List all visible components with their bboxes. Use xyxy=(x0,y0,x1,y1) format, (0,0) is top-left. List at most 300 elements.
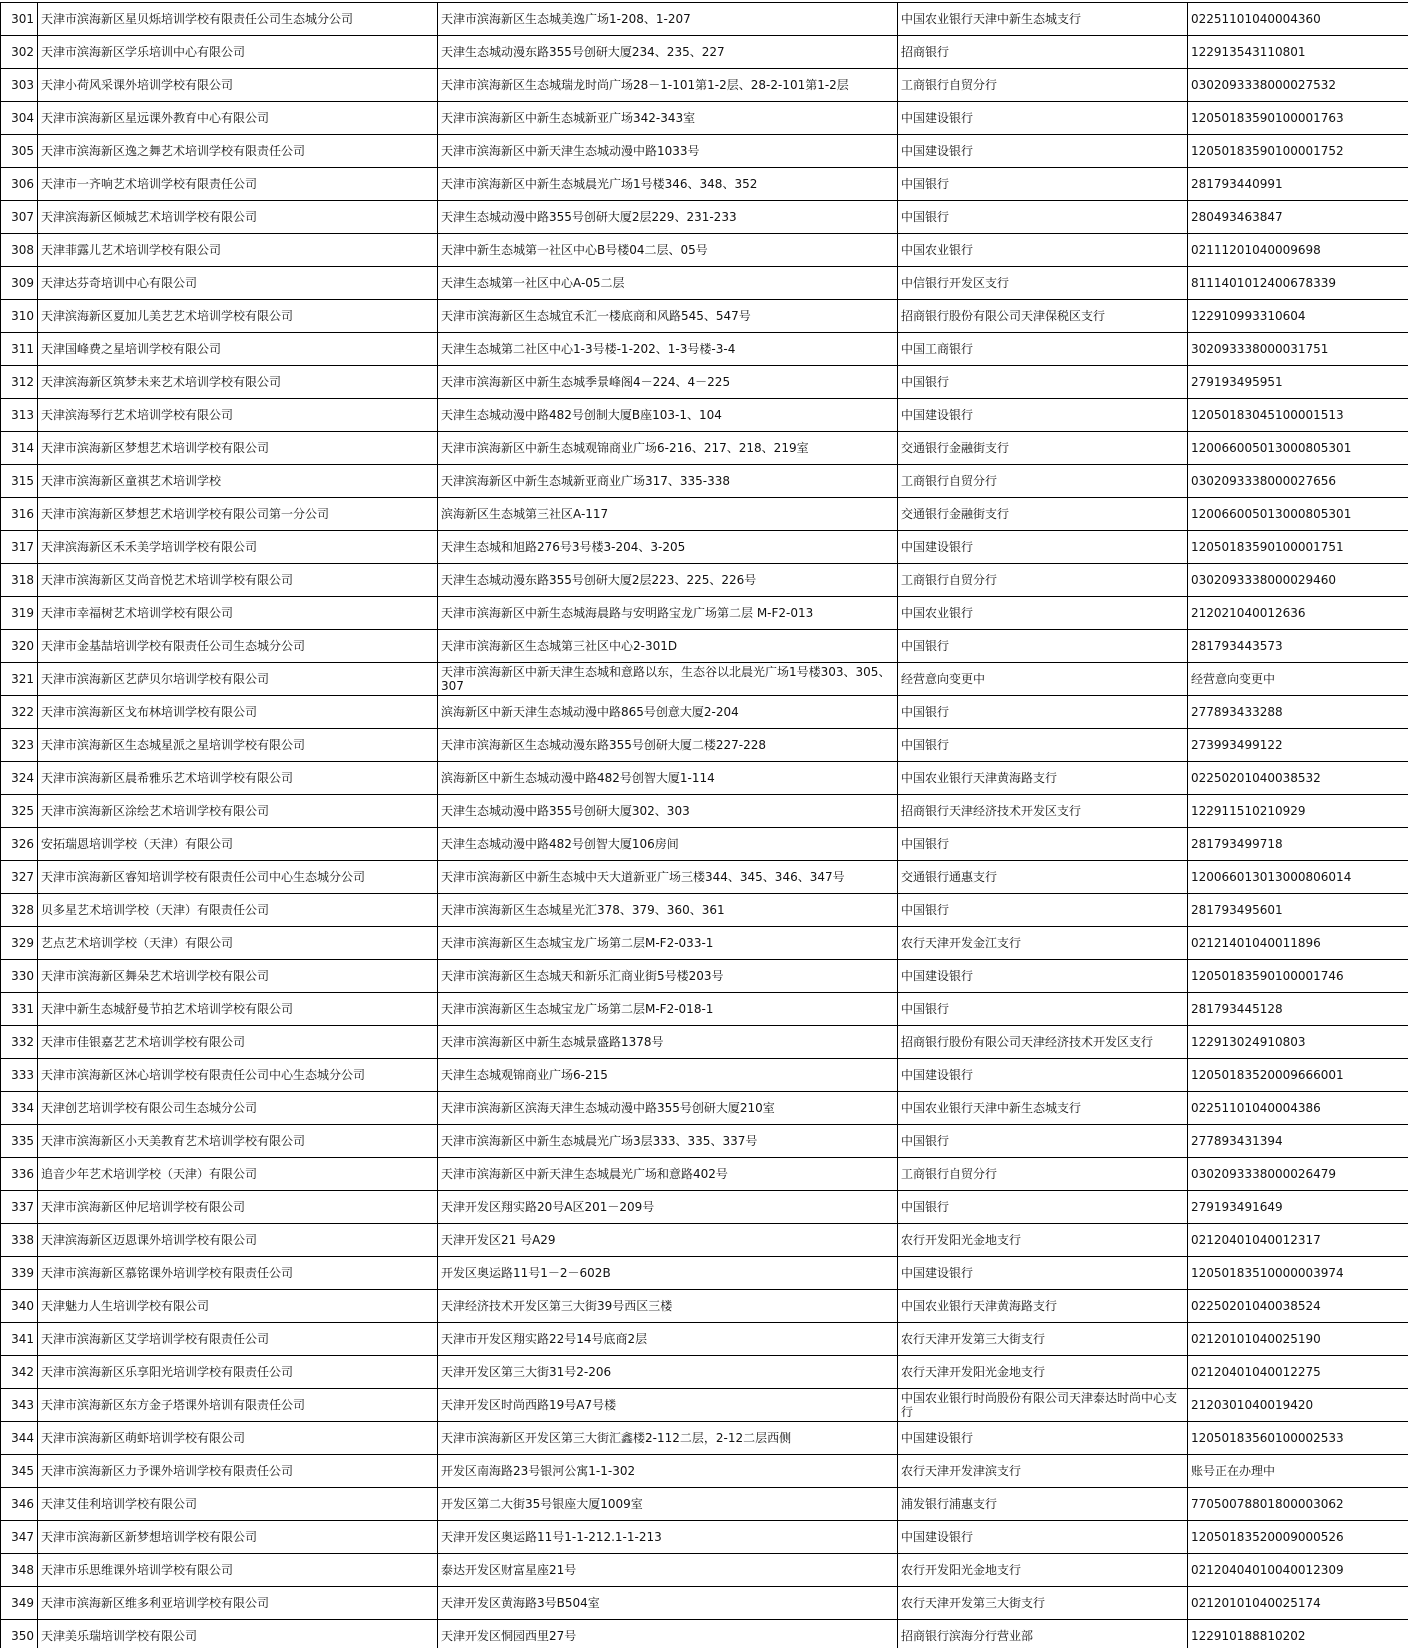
table-row xyxy=(1,663,1408,696)
account-number-cell: 02120404010040012309 xyxy=(1188,1554,1408,1587)
address-cell: 天津开发区第三大街31号2-206 xyxy=(438,1356,898,1389)
table-row xyxy=(1,1257,1408,1290)
account-number-cell: 77050078801800003062 xyxy=(1188,1488,1408,1521)
table-row xyxy=(1,36,1408,69)
row-number-cell: 345 xyxy=(1,1455,38,1488)
row-number-cell: 346 xyxy=(1,1488,38,1521)
bank-cell: 中国农业银行天津中新生态城支行 xyxy=(898,1092,1188,1125)
account-number-cell: 12050183520009000526 xyxy=(1188,1521,1408,1554)
account-number-cell: 02250201040038532 xyxy=(1188,762,1408,795)
account-number-cell: 280493463847 xyxy=(1188,201,1408,234)
school-name-cell: 天津市滨海新区艾学培训学校有限责任公司 xyxy=(38,1323,438,1356)
table-row xyxy=(1,1290,1408,1323)
bank-cell: 招商银行股份有限公司天津经济技术开发区支行 xyxy=(898,1026,1188,1059)
table-row xyxy=(1,1092,1408,1125)
address-cell: 天津市滨海新区生态城宜禾汇一楼底商和风路545、547号 xyxy=(438,300,898,333)
row-number-cell: 324 xyxy=(1,762,38,795)
row-number-cell: 309 xyxy=(1,267,38,300)
account-number-cell: 12050183590100001752 xyxy=(1188,135,1408,168)
address-cell: 天津市滨海新区中新生态城海晨路与安明路宝龙广场第二层 M-F2-013 xyxy=(438,597,898,630)
bank-cell: 中国工商银行 xyxy=(898,333,1188,366)
school-name-cell: 天津艾佳利培训学校有限公司 xyxy=(38,1488,438,1521)
address-cell: 天津市滨海新区滨海天津生态城动漫中路355号创研大厦210室 xyxy=(438,1092,898,1125)
account-number-cell: 281793495601 xyxy=(1188,894,1408,927)
bank-cell: 中国银行 xyxy=(898,828,1188,861)
bank-cell: 中国银行 xyxy=(898,894,1188,927)
table-row xyxy=(1,267,1408,300)
account-number-cell: 02121401040011896 xyxy=(1188,927,1408,960)
table-row xyxy=(1,1191,1408,1224)
address-cell: 天津生态城第二社区中心1-3号楼-1-202、1-3号楼-3-4 xyxy=(438,333,898,366)
school-name-cell: 天津滨海新区筑梦未来艺术培训学校有限公司 xyxy=(38,366,438,399)
account-number-cell: 02250201040038524 xyxy=(1188,1290,1408,1323)
table-row xyxy=(1,1323,1408,1356)
bank-cell: 农行天津开发第三大街支行 xyxy=(898,1587,1188,1620)
school-name-cell: 天津市幸福树艺术培训学校有限公司 xyxy=(38,597,438,630)
school-name-cell: 贝多星艺术培训学校（天津）有限责任公司 xyxy=(38,894,438,927)
bank-cell: 中国银行 xyxy=(898,729,1188,762)
account-number-cell: 02120101040025174 xyxy=(1188,1587,1408,1620)
school-name-cell: 天津市佳银嘉艺艺术培训学校有限公司 xyxy=(38,1026,438,1059)
bank-cell: 农行开发阳光金地支行 xyxy=(898,1554,1188,1587)
address-cell: 开发区第二大街35号银座大厦1009室 xyxy=(438,1488,898,1521)
table-row xyxy=(1,1422,1408,1455)
address-cell: 天津开发区奥运路11号1-1-212.1-1-213 xyxy=(438,1521,898,1554)
row-number-cell: 305 xyxy=(1,135,38,168)
account-number-cell: 279193495951 xyxy=(1188,366,1408,399)
account-number-cell: 8111401012400678339 xyxy=(1188,267,1408,300)
address-cell: 天津滨海新区中新生态城新亚商业广场317、335-338 xyxy=(438,465,898,498)
address-cell: 天津经济技术开发区第三大街39号西区三楼 xyxy=(438,1290,898,1323)
bank-cell: 中国建设银行 xyxy=(898,1521,1188,1554)
address-cell: 天津开发区黄海路3号B504室 xyxy=(438,1587,898,1620)
row-number-cell: 302 xyxy=(1,36,38,69)
address-cell: 天津市滨海新区生态城美逸广场1-208、1-207 xyxy=(438,3,898,36)
table-row xyxy=(1,201,1408,234)
address-cell: 开发区奥运路11号1－2－602B xyxy=(438,1257,898,1290)
bank-cell: 招商银行股份有限公司天津保税区支行 xyxy=(898,300,1188,333)
row-number-cell: 336 xyxy=(1,1158,38,1191)
table-row xyxy=(1,234,1408,267)
row-number-cell: 316 xyxy=(1,498,38,531)
bank-cell: 工商银行自贸分行 xyxy=(898,1158,1188,1191)
bank-cell: 中国建设银行 xyxy=(898,1422,1188,1455)
row-number-cell: 349 xyxy=(1,1587,38,1620)
address-cell: 天津市滨海新区开发区第三大街汇鑫楼2-112二层，2-12二层西侧 xyxy=(438,1422,898,1455)
school-name-cell: 天津滨海琴行艺术培训学校有限公司 xyxy=(38,399,438,432)
table-row xyxy=(1,894,1408,927)
school-name-cell: 天津国峰费之星培训学校有限公司 xyxy=(38,333,438,366)
table-row xyxy=(1,69,1408,102)
account-number-cell: 120066005013000805301 xyxy=(1188,498,1408,531)
account-number-cell: 122911510210929 xyxy=(1188,795,1408,828)
address-cell: 天津市滨海新区中新天津生态城和意路以东，生态谷以北晨光广场1号楼303、305、307 xyxy=(438,663,898,696)
row-number-cell: 330 xyxy=(1,960,38,993)
account-number-cell: 02251101040004360 xyxy=(1188,3,1408,36)
row-number-cell: 327 xyxy=(1,861,38,894)
account-number-cell: 12050183590100001751 xyxy=(1188,531,1408,564)
bank-cell: 中国农业银行 xyxy=(898,234,1188,267)
address-cell: 天津市滨海新区中新生态城季景峰阁4－224、4－225 xyxy=(438,366,898,399)
address-cell: 天津开发区时尚西路19号A7号楼 xyxy=(438,1389,898,1422)
row-number-cell: 332 xyxy=(1,1026,38,1059)
account-number-cell: 273993499122 xyxy=(1188,729,1408,762)
table-row xyxy=(1,102,1408,135)
bank-cell: 中国建设银行 xyxy=(898,531,1188,564)
row-number-cell: 326 xyxy=(1,828,38,861)
address-cell: 天津生态城和旭路276号3号楼3-204、3-205 xyxy=(438,531,898,564)
school-name-cell: 追音少年艺术培训学校（天津）有限公司 xyxy=(38,1158,438,1191)
row-number-cell: 341 xyxy=(1,1323,38,1356)
account-number-cell: 120066005013000805301 xyxy=(1188,432,1408,465)
school-name-cell: 天津市滨海新区维多利亚培训学校有限公司 xyxy=(38,1587,438,1620)
address-cell: 天津市开发区翔实路22号14号底商2层 xyxy=(438,1323,898,1356)
address-cell: 天津生态城动漫中路482号创制大厦B座103-1、104 xyxy=(438,399,898,432)
row-number-cell: 311 xyxy=(1,333,38,366)
address-cell: 泰达开发区财富星座21号 xyxy=(438,1554,898,1587)
school-name-cell: 天津市滨海新区力予课外培训学校有限责任公司 xyxy=(38,1455,438,1488)
row-number-cell: 328 xyxy=(1,894,38,927)
address-cell: 滨海新区生态城第三社区A-117 xyxy=(438,498,898,531)
account-number-cell: 281793440991 xyxy=(1188,168,1408,201)
school-name-cell: 天津市滨海新区戈布林培训学校有限公司 xyxy=(38,696,438,729)
table-row xyxy=(1,1224,1408,1257)
row-number-cell: 337 xyxy=(1,1191,38,1224)
bank-cell: 中国银行 xyxy=(898,1191,1188,1224)
school-name-cell: 天津市滨海新区星远课外教育中心有限公司 xyxy=(38,102,438,135)
row-number-cell: 317 xyxy=(1,531,38,564)
school-name-cell: 天津菲露儿艺术培训学校有限公司 xyxy=(38,234,438,267)
table-row xyxy=(1,993,1408,1026)
address-cell: 天津开发区21 号A29 xyxy=(438,1224,898,1257)
row-number-cell: 340 xyxy=(1,1290,38,1323)
bank-cell: 交通银行金融街支行 xyxy=(898,498,1188,531)
row-number-cell: 303 xyxy=(1,69,38,102)
table-row xyxy=(1,432,1408,465)
school-name-cell: 天津市滨海新区东方金子塔课外培训有限责任公司 xyxy=(38,1389,438,1422)
account-number-cell: 12050183520009666001 xyxy=(1188,1059,1408,1092)
account-number-cell: 02120401040012317 xyxy=(1188,1224,1408,1257)
address-cell: 天津市滨海新区中新天津生态城晨光广场和意路402号 xyxy=(438,1158,898,1191)
school-name-cell: 天津市金基喆培训学校有限责任公司生态城分公司 xyxy=(38,630,438,663)
account-number-cell: 12050183560100002533 xyxy=(1188,1422,1408,1455)
address-cell: 天津市滨海新区中新生态城景盛路1378号 xyxy=(438,1026,898,1059)
table-row xyxy=(1,1125,1408,1158)
bank-cell: 中国农业银行天津黄海路支行 xyxy=(898,762,1188,795)
school-name-cell: 天津市滨海新区涂绘艺术培训学校有限公司 xyxy=(38,795,438,828)
bank-cell: 招商银行 xyxy=(898,36,1188,69)
bank-cell: 中国银行 xyxy=(898,630,1188,663)
school-name-cell: 天津市乐思维课外培训学校有限公司 xyxy=(38,1554,438,1587)
table-row xyxy=(1,465,1408,498)
row-number-cell: 308 xyxy=(1,234,38,267)
table-row xyxy=(1,927,1408,960)
row-number-cell: 301 xyxy=(1,3,38,36)
bank-cell: 中国农业银行 xyxy=(898,597,1188,630)
bank-cell: 中国建设银行 xyxy=(898,1059,1188,1092)
table-row xyxy=(1,1587,1408,1620)
account-number-cell: 122910993310604 xyxy=(1188,300,1408,333)
address-cell: 天津市滨海新区生态城第三社区中心2-301D xyxy=(438,630,898,663)
school-name-cell: 天津市滨海新区童祺艺术培训学校 xyxy=(38,465,438,498)
address-cell: 天津生态城观锦商业广场6-215 xyxy=(438,1059,898,1092)
row-number-cell: 307 xyxy=(1,201,38,234)
bank-cell: 中国建设银行 xyxy=(898,102,1188,135)
table-row xyxy=(1,1455,1408,1488)
table-row xyxy=(1,1620,1408,1648)
bank-cell: 工商银行自贸分行 xyxy=(898,564,1188,597)
bank-cell: 中国银行 xyxy=(898,1125,1188,1158)
row-number-cell: 310 xyxy=(1,300,38,333)
table-row xyxy=(1,1059,1408,1092)
school-name-cell: 天津市滨海新区逸之舞艺术培训学校有限责任公司 xyxy=(38,135,438,168)
account-number-cell: 277893431394 xyxy=(1188,1125,1408,1158)
address-cell: 天津开发区恫园西里27号 xyxy=(438,1620,898,1648)
bank-cell: 中国银行 xyxy=(898,993,1188,1026)
school-name-cell: 天津市一齐响艺术培训学校有限责任公司 xyxy=(38,168,438,201)
school-name-cell: 天津市滨海新区梦想艺术培训学校有限公司 xyxy=(38,432,438,465)
row-number-cell: 314 xyxy=(1,432,38,465)
address-cell: 天津市滨海新区中新生态城晨光广场3层333、335、337号 xyxy=(438,1125,898,1158)
table-row xyxy=(1,861,1408,894)
account-number-cell: 281793445128 xyxy=(1188,993,1408,1026)
account-number-cell: 277893433288 xyxy=(1188,696,1408,729)
account-number-cell: 281793443573 xyxy=(1188,630,1408,663)
table-row xyxy=(1,1554,1408,1587)
row-number-cell: 315 xyxy=(1,465,38,498)
row-number-cell: 325 xyxy=(1,795,38,828)
row-number-cell: 344 xyxy=(1,1422,38,1455)
row-number-cell: 313 xyxy=(1,399,38,432)
bank-cell: 交通银行金融街支行 xyxy=(898,432,1188,465)
school-name-cell: 天津滨海新区倾城艺术培训学校有限公司 xyxy=(38,201,438,234)
account-number-cell: 212021040012636 xyxy=(1188,597,1408,630)
table-row xyxy=(1,531,1408,564)
school-name-cell: 天津中新生态城舒曼节拍艺术培训学校有限公司 xyxy=(38,993,438,1026)
row-number-cell: 343 xyxy=(1,1389,38,1422)
address-cell: 天津生态城动漫东路355号创研大厦2层223、225、226号 xyxy=(438,564,898,597)
bank-cell: 中信银行开发区支行 xyxy=(898,267,1188,300)
address-cell: 天津市滨海新区生态城天和新乐汇商业街5号楼203号 xyxy=(438,960,898,993)
bank-cell: 中国建设银行 xyxy=(898,135,1188,168)
row-number-cell: 318 xyxy=(1,564,38,597)
bank-cell: 农行天津开发津滨支行 xyxy=(898,1455,1188,1488)
table-row xyxy=(1,960,1408,993)
school-name-cell: 天津市滨海新区沐心培训学校有限责任公司中心生态城分公司 xyxy=(38,1059,438,1092)
row-number-cell: 322 xyxy=(1,696,38,729)
address-cell: 天津市滨海新区生态城星光汇378、379、360、361 xyxy=(438,894,898,927)
table-row xyxy=(1,399,1408,432)
table-row xyxy=(1,1356,1408,1389)
account-number-cell: 0302093338000029460 xyxy=(1188,564,1408,597)
row-number-cell: 339 xyxy=(1,1257,38,1290)
account-number-cell: 122913024910803 xyxy=(1188,1026,1408,1059)
school-name-cell: 天津市滨海新区生态城星派之星培训学校有限公司 xyxy=(38,729,438,762)
school-name-cell: 艺点艺术培训学校（天津）有限公司 xyxy=(38,927,438,960)
row-number-cell: 329 xyxy=(1,927,38,960)
account-number-cell: 120066013013000806014 xyxy=(1188,861,1408,894)
school-name-cell: 天津市滨海新区小天美教育艺术培训学校有限公司 xyxy=(38,1125,438,1158)
table-row xyxy=(1,168,1408,201)
row-number-cell: 338 xyxy=(1,1224,38,1257)
school-name-cell: 天津美乐瑞培训学校有限公司 xyxy=(38,1620,438,1648)
address-cell: 天津生态城动漫东路355号创研大厦234、235、227 xyxy=(438,36,898,69)
account-number-cell: 0302093338000027656 xyxy=(1188,465,1408,498)
table-row xyxy=(1,828,1408,861)
row-number-cell: 320 xyxy=(1,630,38,663)
school-name-cell: 天津市滨海新区星贝烁培训学校有限责任公司生态城分公司 xyxy=(38,3,438,36)
address-cell: 天津生态城动漫中路355号创研大厦302、303 xyxy=(438,795,898,828)
account-number-cell: 2120301040019420 xyxy=(1188,1389,1408,1422)
bank-cell: 中国农业银行时尚股份有限公司天津泰达时尚中心支行 xyxy=(898,1389,1188,1422)
row-number-cell: 350 xyxy=(1,1620,38,1648)
account-number-cell: 0302093338000026479 xyxy=(1188,1158,1408,1191)
bank-cell: 农行天津开发金江支行 xyxy=(898,927,1188,960)
table-row xyxy=(1,300,1408,333)
bank-cell: 中国农业银行天津黄海路支行 xyxy=(898,1290,1188,1323)
account-number-cell: 302093338000031751 xyxy=(1188,333,1408,366)
school-name-cell: 天津滨海新区迈恩课外培训学校有限公司 xyxy=(38,1224,438,1257)
row-number-cell: 306 xyxy=(1,168,38,201)
school-name-cell: 天津市滨海新区萌虾培训学校有限公司 xyxy=(38,1422,438,1455)
bank-cell: 工商银行自贸分行 xyxy=(898,465,1188,498)
account-number-cell: 12050183510000003974 xyxy=(1188,1257,1408,1290)
school-name-cell: 天津市滨海新区舞朵艺术培训学校有限公司 xyxy=(38,960,438,993)
address-cell: 滨海新区中新生态城动漫中路482号创智大厦1-114 xyxy=(438,762,898,795)
account-number-cell: 02111201040009698 xyxy=(1188,234,1408,267)
row-number-cell: 331 xyxy=(1,993,38,1026)
school-name-cell: 天津滨海新区禾禾美学培训学校有限公司 xyxy=(38,531,438,564)
bank-cell: 中国银行 xyxy=(898,696,1188,729)
school-name-cell: 安拓瑞恩培训学校（天津）有限公司 xyxy=(38,828,438,861)
row-number-cell: 348 xyxy=(1,1554,38,1587)
table-row xyxy=(1,597,1408,630)
account-number-cell: 账号正在办理中 xyxy=(1188,1455,1408,1488)
table-row xyxy=(1,762,1408,795)
table-row xyxy=(1,795,1408,828)
bank-cell: 中国建设银行 xyxy=(898,399,1188,432)
school-name-cell: 天津市滨海新区仲尼培训学校有限公司 xyxy=(38,1191,438,1224)
table-row xyxy=(1,498,1408,531)
address-cell: 天津生态城动漫中路482号创智大厦106房间 xyxy=(438,828,898,861)
school-name-cell: 天津市滨海新区晨希雅乐艺术培训学校有限公司 xyxy=(38,762,438,795)
row-number-cell: 319 xyxy=(1,597,38,630)
row-number-cell: 333 xyxy=(1,1059,38,1092)
address-cell: 天津市滨海新区中新天津生态城动漫中路1033号 xyxy=(438,135,898,168)
account-number-cell: 281793499718 xyxy=(1188,828,1408,861)
table-row xyxy=(1,1158,1408,1191)
address-cell: 天津市滨海新区中新生态城中天大道新亚广场三楼344、345、346、347号 xyxy=(438,861,898,894)
table-row xyxy=(1,1488,1408,1521)
row-number-cell: 304 xyxy=(1,102,38,135)
school-name-cell: 天津魅力人生培训学校有限公司 xyxy=(38,1290,438,1323)
school-name-cell: 天津市滨海新区睿知培训学校有限责任公司中心生态城分公司 xyxy=(38,861,438,894)
account-number-cell: 12050183590100001746 xyxy=(1188,960,1408,993)
row-number-cell: 334 xyxy=(1,1092,38,1125)
bank-cell: 中国建设银行 xyxy=(898,960,1188,993)
account-number-cell: 12050183590100001763 xyxy=(1188,102,1408,135)
table-row xyxy=(1,1026,1408,1059)
school-name-cell: 天津市滨海新区乐享阳光培训学校有限责任公司 xyxy=(38,1356,438,1389)
account-number-cell: 02120101040025190 xyxy=(1188,1323,1408,1356)
address-cell: 天津市滨海新区中新生态城新亚广场342-343室 xyxy=(438,102,898,135)
address-cell: 天津市滨海新区中新生态城晨光广场1号楼346、348、352 xyxy=(438,168,898,201)
row-number-cell: 323 xyxy=(1,729,38,762)
table-row xyxy=(1,366,1408,399)
table-row xyxy=(1,564,1408,597)
bank-cell: 农行天津开发第三大街支行 xyxy=(898,1323,1188,1356)
bank-cell: 中国银行 xyxy=(898,366,1188,399)
address-cell: 天津市滨海新区中新生态城观锦商业广场6-216、217、218、219室 xyxy=(438,432,898,465)
bank-cell: 农行开发阳光金地支行 xyxy=(898,1224,1188,1257)
account-number-cell: 12050183045100001513 xyxy=(1188,399,1408,432)
address-cell: 天津生态城动漫中路355号创研大厦2层229、231-233 xyxy=(438,201,898,234)
address-cell: 开发区南海路23号银河公寓1-1-302 xyxy=(438,1455,898,1488)
school-name-cell: 天津市滨海新区梦想艺术培训学校有限公司第一分公司 xyxy=(38,498,438,531)
bank-cell: 农行天津开发阳光金地支行 xyxy=(898,1356,1188,1389)
school-name-cell: 天津创艺培训学校有限公司生态城分公司 xyxy=(38,1092,438,1125)
bank-cell: 经营意向变更中 xyxy=(898,663,1188,696)
table-row xyxy=(1,333,1408,366)
table-row xyxy=(1,3,1408,36)
address-cell: 天津市滨海新区生态城瑞龙时尚广场28－1-101第1-2层、28-2-101第1-2层 xyxy=(438,69,898,102)
school-name-cell: 天津滨海新区夏加儿美艺艺术培训学校有限公司 xyxy=(38,300,438,333)
bank-cell: 招商银行滨海分行营业部 xyxy=(898,1620,1188,1648)
school-name-cell: 天津市滨海新区艾尚音悦艺术培训学校有限公司 xyxy=(38,564,438,597)
table-body xyxy=(1,3,1408,1648)
address-cell: 滨海新区中新天津生态城动漫中路865号创意大厦2-204 xyxy=(438,696,898,729)
school-name-cell: 天津达芬奇培训中心有限公司 xyxy=(38,267,438,300)
bank-cell: 招商银行天津经济技术开发区支行 xyxy=(898,795,1188,828)
bank-cell: 中国农业银行天津中新生态城支行 xyxy=(898,3,1188,36)
school-account-table xyxy=(0,2,1408,1648)
school-name-cell: 天津市滨海新区慕铭课外培训学校有限责任公司 xyxy=(38,1257,438,1290)
row-number-cell: 312 xyxy=(1,366,38,399)
school-name-cell: 天津市滨海新区新梦想培训学校有限公司 xyxy=(38,1521,438,1554)
account-number-cell: 122913543110801 xyxy=(1188,36,1408,69)
bank-cell: 工商银行自贸分行 xyxy=(898,69,1188,102)
address-cell: 天津中新生态城第一社区中心B号楼04二层、05号 xyxy=(438,234,898,267)
school-name-cell: 天津市滨海新区学乐培训中心有限公司 xyxy=(38,36,438,69)
account-number-cell: 122910188810202 xyxy=(1188,1620,1408,1648)
table-row xyxy=(1,135,1408,168)
table-row xyxy=(1,630,1408,663)
bank-cell: 中国银行 xyxy=(898,201,1188,234)
school-name-cell: 天津小荷风采课外培训学校有限公司 xyxy=(38,69,438,102)
address-cell: 天津市滨海新区生态城宝龙广场第二层M-F2-018-1 xyxy=(438,993,898,1026)
address-cell: 天津开发区翔实路20号A区201－209号 xyxy=(438,1191,898,1224)
school-name-cell: 天津市滨海新区艺萨贝尔培训学校有限公司 xyxy=(38,663,438,696)
row-number-cell: 335 xyxy=(1,1125,38,1158)
row-number-cell: 321 xyxy=(1,663,38,696)
row-number-cell: 347 xyxy=(1,1521,38,1554)
bank-cell: 中国建设银行 xyxy=(898,1257,1188,1290)
address-cell: 天津生态城第一社区中心A-05二层 xyxy=(438,267,898,300)
table-row xyxy=(1,696,1408,729)
account-number-cell: 02120401040012275 xyxy=(1188,1356,1408,1389)
table-row xyxy=(1,1521,1408,1554)
account-number-cell: 02251101040004386 xyxy=(1188,1092,1408,1125)
account-number-cell: 经营意向变更中 xyxy=(1188,663,1408,696)
row-number-cell: 342 xyxy=(1,1356,38,1389)
account-number-cell: 0302093338000027532 xyxy=(1188,69,1408,102)
bank-cell: 中国银行 xyxy=(898,168,1188,201)
table-row xyxy=(1,1389,1408,1422)
table-row xyxy=(1,729,1408,762)
address-cell: 天津市滨海新区生态城动漫东路355号创研大厦二楼227-228 xyxy=(438,729,898,762)
bank-cell: 交通银行通惠支行 xyxy=(898,861,1188,894)
bank-cell: 浦发银行浦惠支行 xyxy=(898,1488,1188,1521)
